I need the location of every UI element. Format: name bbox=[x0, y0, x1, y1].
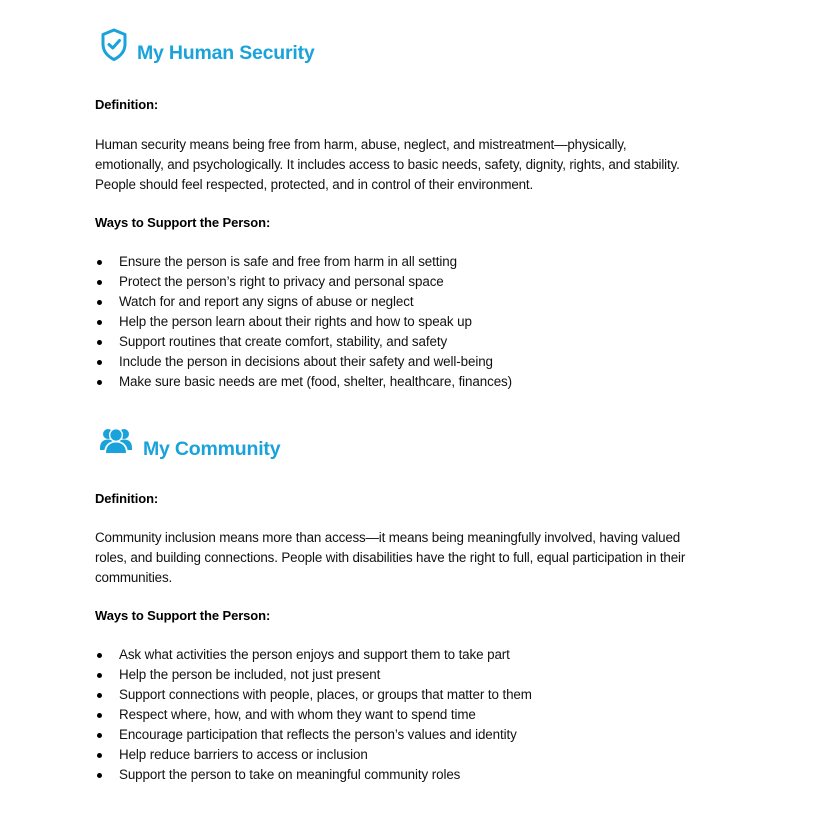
bullet-icon bbox=[97, 653, 102, 658]
definition-line: communities. bbox=[95, 570, 173, 585]
list-item-text: Ensure the person is safe and free from harm in all setting bbox=[119, 254, 457, 269]
bullet-icon bbox=[97, 753, 102, 758]
bullet-icon bbox=[97, 713, 102, 718]
list-item bbox=[95, 292, 512, 312]
list-item-text: Help reduce barriers to access or inclusion bbox=[119, 747, 368, 762]
ways-label: Ways to Support the Person: bbox=[95, 215, 271, 230]
bullet-icon bbox=[97, 320, 102, 325]
list-item bbox=[95, 352, 512, 372]
bullet-icon bbox=[97, 340, 102, 345]
list-item bbox=[95, 252, 512, 272]
section-title: My Human Security bbox=[137, 42, 315, 64]
list-item-text: Support routines that create comfort, stability, and safety bbox=[119, 334, 448, 349]
section-title: My Community bbox=[143, 438, 281, 460]
people-group-icon bbox=[99, 426, 135, 456]
bullet-icon bbox=[97, 380, 102, 385]
list-item bbox=[95, 745, 532, 765]
list-item bbox=[95, 725, 532, 745]
definition-line: emotionally, and psychologically. It includes access to basic needs, safety, dignity, rights, and stability. bbox=[95, 157, 680, 172]
list-item bbox=[95, 765, 532, 785]
list-item-text: Protect the person’s right to privacy and personal space bbox=[119, 274, 444, 289]
section-heading-human-security bbox=[95, 28, 315, 64]
list-item-text: Help the person learn about their rights and how to speak up bbox=[119, 314, 472, 329]
list-item-text: Watch for and report any signs of abuse or neglect bbox=[119, 294, 414, 309]
ways-list bbox=[95, 252, 512, 392]
list-item bbox=[95, 685, 532, 705]
shield-check-icon bbox=[100, 28, 132, 64]
definition-line: roles, and building connections. People with disabilities have the right to full, equal participation in their bbox=[95, 550, 686, 565]
list-item-text: Help the person be included, not just present bbox=[119, 667, 381, 682]
list-item bbox=[95, 645, 532, 665]
list-item bbox=[95, 312, 512, 332]
bullet-icon bbox=[97, 773, 102, 778]
bullet-icon bbox=[97, 300, 102, 305]
definition-label: Definition: bbox=[95, 97, 159, 112]
bullet-icon bbox=[97, 733, 102, 738]
definition-text bbox=[95, 528, 685, 588]
list-item bbox=[95, 272, 512, 292]
ways-list bbox=[95, 645, 532, 785]
list-item bbox=[95, 332, 512, 352]
list-item bbox=[95, 665, 532, 685]
bullet-icon bbox=[97, 260, 102, 265]
list-item-text: Respect where, how, and with whom they want to spend time bbox=[119, 707, 476, 722]
bullet-icon bbox=[97, 360, 102, 365]
definition-line: Human security means being free from harm, abuse, neglect, and mistreatment—physically, bbox=[95, 137, 627, 152]
list-item-text: Support connections with people, places, or groups that matter to them bbox=[119, 687, 532, 702]
definition-text bbox=[95, 135, 680, 195]
list-item-text: Encourage participation that reflects the person’s values and identity bbox=[119, 727, 517, 742]
list-item-text: Make sure basic needs are met (food, shelter, healthcare, finances) bbox=[119, 374, 512, 389]
ways-label: Ways to Support the Person: bbox=[95, 608, 271, 623]
bullet-icon bbox=[97, 280, 102, 285]
list-item-text: Support the person to take on meaningful community roles bbox=[119, 767, 461, 782]
section-heading-community bbox=[95, 426, 281, 460]
definition-line: People should feel respected, protected, and in control of their environment. bbox=[95, 177, 534, 192]
list-item-text: Include the person in decisions about their safety and well-being bbox=[119, 354, 493, 369]
bullet-icon bbox=[97, 673, 102, 678]
list-item bbox=[95, 372, 512, 392]
definition-line: Community inclusion means more than access—it means being meaningfully involved, having valued bbox=[95, 530, 681, 545]
list-item-text: Ask what activities the person enjoys and support them to take part bbox=[119, 647, 510, 662]
list-item bbox=[95, 705, 532, 725]
definition-label: Definition: bbox=[95, 491, 159, 506]
bullet-icon bbox=[97, 693, 102, 698]
